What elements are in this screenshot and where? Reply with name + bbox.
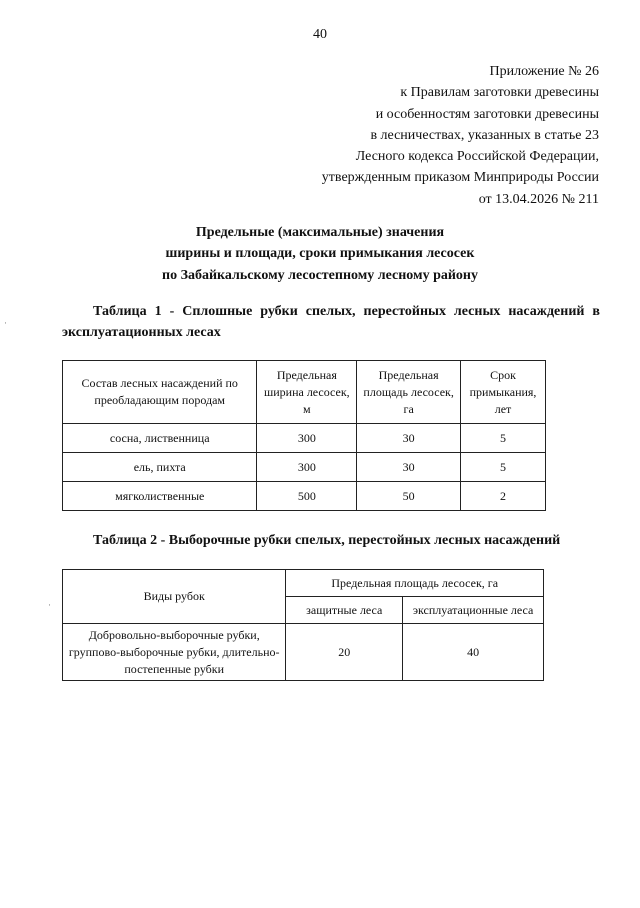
column-subheader: защитные леса <box>286 597 403 624</box>
column-header: Виды рубок <box>63 570 286 624</box>
column-header: Предельная ширина лесосек, м <box>257 361 357 424</box>
table-cell: 30 <box>357 424 461 453</box>
title-line: по Забайкальскому лесостепному лесному району <box>162 267 478 283</box>
table1-caption: Таблица 1 - Сплошные рубки спелых, перестойных лесных насаждений в эксплуатационных лесах <box>62 304 600 340</box>
table-cell: 40 <box>403 624 544 681</box>
appendix-line: Лесного кодекса Российской Федерации, <box>355 149 599 165</box>
table-row <box>63 624 544 681</box>
table-cell: 300 <box>257 424 357 453</box>
appendix-line: и особенностям заготовки древесины <box>375 106 599 122</box>
appendix-line: в лесничествах, указанных в статье 23 <box>370 127 599 143</box>
column-header: Предельная площадь лесосек, га <box>286 570 544 597</box>
table-cell: 500 <box>257 482 357 511</box>
column-header: Состав лесных насаждений по преобладающим породам <box>63 361 257 424</box>
appendix-line: к Правилам заготовки древесины <box>400 85 599 101</box>
table-header-row <box>63 361 546 424</box>
table-cell: 50 <box>357 482 461 511</box>
column-subheader: эксплуатационные леса <box>403 597 544 624</box>
table-cell: ель, пихта <box>63 453 257 482</box>
table-row <box>63 453 546 482</box>
appendix-line: утвержденным приказом Минприроды России <box>321 170 599 186</box>
appendix-line: от 13.04.2026 № 211 <box>478 191 599 207</box>
document-title <box>0 222 640 286</box>
table-cell: 5 <box>461 453 546 482</box>
title-line: ширины и площади, сроки примыкания лесосек <box>165 246 475 262</box>
table-cell: 2 <box>461 482 546 511</box>
table-row <box>63 424 546 453</box>
table-cell: 20 <box>286 624 403 681</box>
page-number: 40 <box>313 27 327 42</box>
column-header: Срок примыкания, лет <box>461 361 546 424</box>
scan-speck: · <box>4 318 7 328</box>
appendix-header <box>322 61 599 210</box>
table1 <box>62 360 546 511</box>
title-line: Предельные (максимальные) значения <box>195 225 445 240</box>
appendix-line: Приложение № 26 <box>489 64 599 79</box>
scan-speck: · <box>48 600 51 610</box>
table2-caption: Таблица 2 - Выборочные рубки спелых, перестойных лесных насаждений <box>93 533 561 548</box>
table-cell: 300 <box>257 453 357 482</box>
table-header-row <box>63 570 544 597</box>
table-cell: 30 <box>357 453 461 482</box>
table-row <box>63 482 546 511</box>
table-cell: Добровольно-выборочные рубки, групповo-выборочные рубки, длительно-постепенные рубки <box>63 624 286 681</box>
table-cell: мягколиственные <box>63 482 257 511</box>
table2 <box>62 569 544 681</box>
table-cell: сосна, лиственница <box>63 424 257 453</box>
table-cell: 5 <box>461 424 546 453</box>
column-header: Предельная площадь лесосек, га <box>357 361 461 424</box>
